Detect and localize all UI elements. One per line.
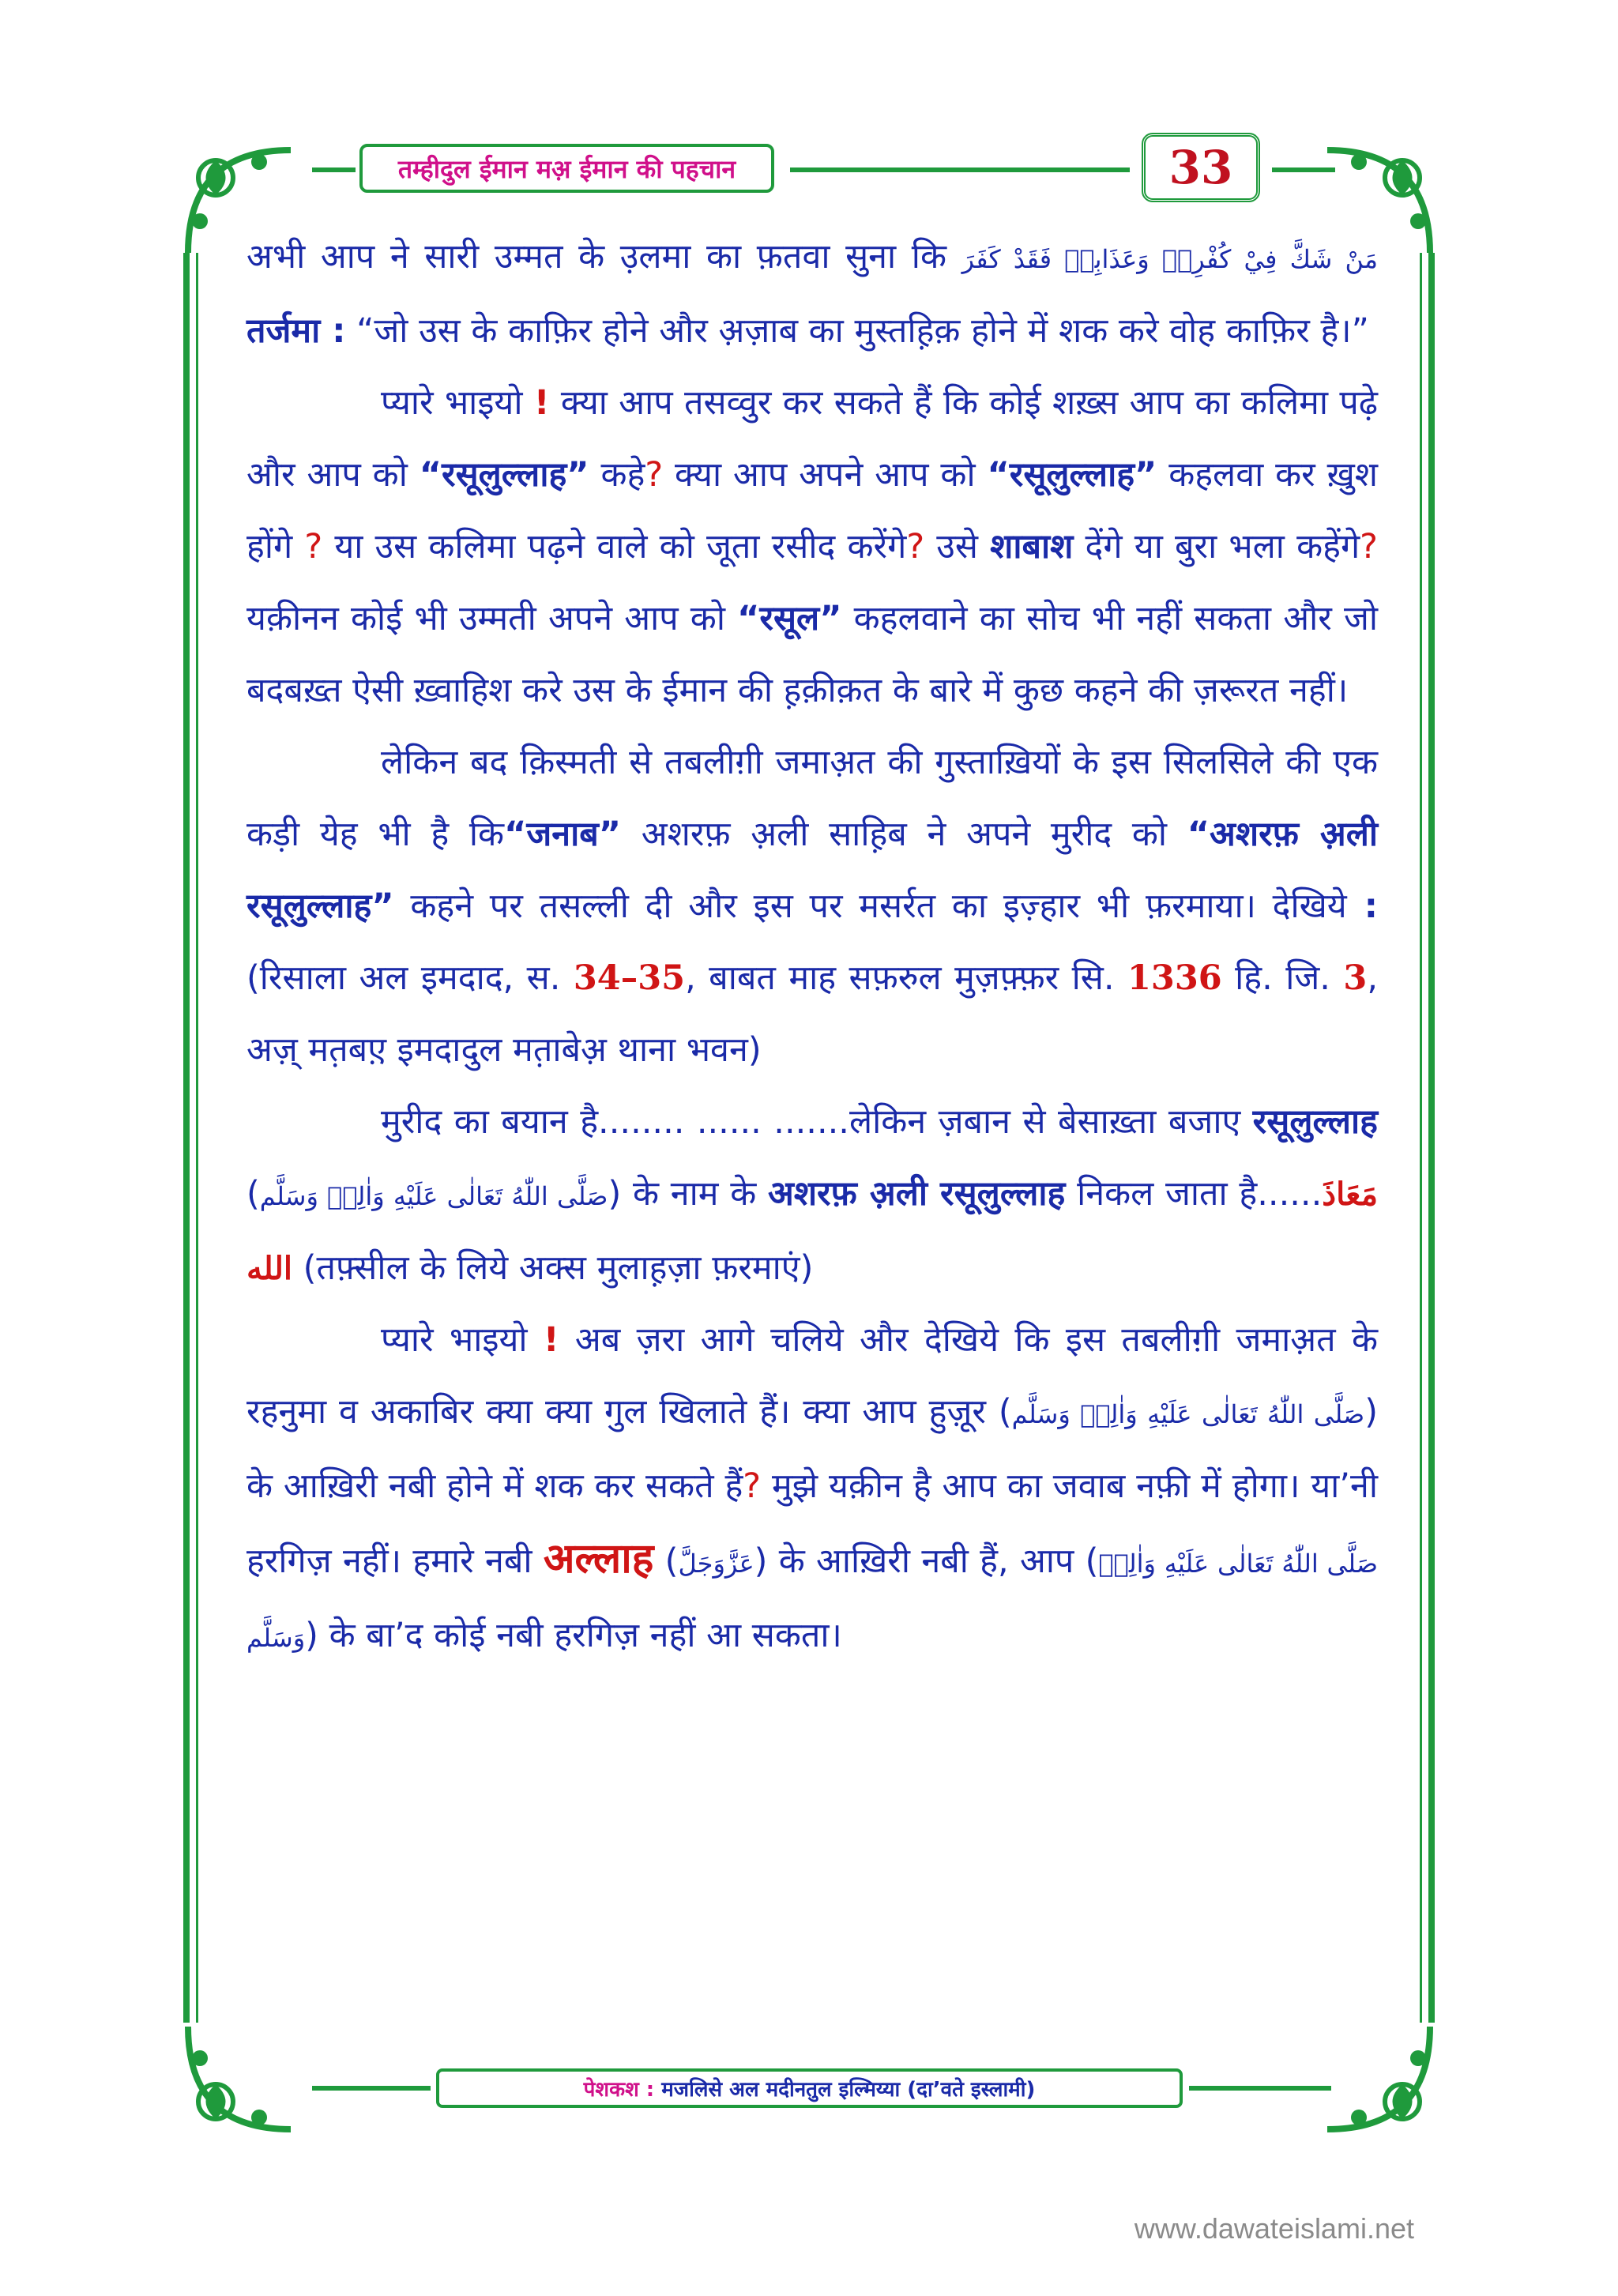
question-mark: ?: [304, 527, 323, 566]
p3-text: अशरफ़ अ़ली साह़िब ने अपने मुरीद को: [621, 815, 1187, 854]
question-mark: ?: [1360, 527, 1378, 566]
maazallah-text: مَعَاذَ الله: [246, 1176, 1378, 1287]
corner-ornament-bottom-right: [1319, 2019, 1438, 2137]
p3-text: हि. जि.: [1221, 958, 1344, 998]
frame-right-line: [1428, 253, 1435, 2023]
page-body: [246, 221, 1378, 1674]
p2-text: उसे: [924, 527, 991, 566]
p4-text: ) के नाम के: [608, 1174, 768, 1214]
website-url: www.dawateislami.net: [1134, 2212, 1414, 2245]
exclamation-mark: !: [543, 1320, 559, 1360]
paragraph-4: [246, 1086, 1378, 1304]
p1-line1: अभी आप ने सारी उम्मत के उ़लमा का फ़तवा सुना कि: [246, 237, 946, 277]
p2-text: क्या आप अपने आप को: [663, 455, 988, 495]
reference-number: 1336: [1127, 958, 1222, 998]
footer-text: मजलिसे अल मदीनतुल इल्मिय्या (दा’वते इस्लामी): [654, 2078, 1036, 2102]
p4-text: निकल जाता है......: [1065, 1174, 1323, 1214]
p2-text: या उस कलिमा पढ़ने वाले को जूता रसीद करेंगे: [322, 527, 907, 566]
emphasis-ashraf-ali: अशरफ़ अ़ली रसूलुल्लाह: [767, 1174, 1066, 1214]
reference-number: 34–35: [573, 958, 686, 998]
p2-text: कहलवाने का सोच भी नहीं सकता और जो बदबख़्त ऐसी ख़्वाहिश करे उस के ईमान की ह़क़ीक़त के बारे में कुछ कहने की ज़रूरत नहीं।: [246, 599, 1379, 710]
footer-publisher: [436, 2068, 1183, 2108]
p5-text: ) के बा’द कोई नबी हरगिज़ नहीं आ सकता।: [305, 1616, 842, 1655]
azzawajal-text: عَزَّوَجَلَّ: [678, 1549, 754, 1579]
paragraph-5: [246, 1304, 1378, 1674]
p5-text: (: [653, 1541, 679, 1581]
emphasis-rasoolullah: रसूलुल्लाह: [1252, 1102, 1378, 1142]
p3-text: , अज़् मत़बए़ इमदादुल मत़ाबेअ़ थाना भवन): [246, 958, 1379, 1070]
salawat-text: صَلَّى اللّٰهُ تَعَالٰى عَلَيْهِ وَاٰلِهٖ وَسَلَّم: [1011, 1399, 1365, 1429]
emphasis-rasoolullah: “रसूलुल्लाह”: [987, 455, 1157, 495]
frame-left-line: [183, 253, 190, 2023]
emphasis-ashraf-ali: “अशरफ़ अ़ली रसूलुल्लाह”: [246, 815, 1378, 926]
footer-label: पेशकश :: [583, 2078, 655, 2102]
frame-bottom-line-right: [1189, 2086, 1331, 2091]
frame-top-line-left: [312, 167, 356, 172]
p3-text: (रिसाला अल इमदाद, स.: [246, 958, 574, 998]
p2-text: देंगे या बुरा भला कहेंगे: [1073, 527, 1360, 566]
emphasis-rasool: “रसूल”: [737, 599, 842, 638]
p5-text: मुझे यक़ीन है आप का जवाब नफ़ी में होगा। या’नी हरगिज़ नहीं। हमारे नबी: [246, 1466, 1378, 1581]
p4-text: (: [246, 1174, 260, 1214]
colon: :: [1346, 886, 1378, 926]
frame-left-inner-line: [196, 253, 198, 2023]
p3-text: लेकिन बद क़िस्मती से तबलीग़ी जमाअ़त की गुस्ताख़ियों के इस सिलसिले की एक कड़ी येह भी है कि: [246, 743, 1378, 854]
p2-text: कहे: [589, 455, 645, 495]
question-mark: ?: [743, 1466, 762, 1506]
question-mark: ?: [906, 527, 925, 566]
frame-bottom-line-left: [312, 2086, 431, 2091]
frame-right-inner-line: [1420, 253, 1422, 2023]
p3-text: , बाबत माह सफ़रुल मुज़फ़्फ़र सि.: [685, 958, 1128, 998]
paragraph-2: [246, 367, 1378, 727]
p5-text: ) के आख़िरी नबी होने में शक कर सकते हैं: [246, 1392, 1378, 1506]
p4-text: (तफ़्सील के लिये अक्स मुलाह़ज़ा फ़रमाएं): [292, 1248, 814, 1288]
emphasis-rasoolullah: “रसूलुल्लाह”: [419, 455, 589, 495]
page-number: 33: [1142, 133, 1260, 202]
p2-text: कहलवा कर ख़ुश होंगे: [246, 455, 1379, 566]
question-mark: ?: [645, 455, 664, 495]
salawat-text: صَلَّى اللّٰهُ تَعَالٰى عَلَيْهِ وَاٰلِهٖ وَسَلَّم: [246, 1549, 1378, 1653]
paragraph-1: [246, 221, 1378, 367]
p4-text: मुरीद का बयान है........ ...... .......लेकिन ज़बान से बेसाख़्ता बजाए: [381, 1102, 1253, 1142]
frame-top-line: [790, 167, 1130, 172]
corner-ornament-bottom-left: [180, 2019, 299, 2137]
emphasis-janab: “जनाब”: [504, 815, 622, 854]
p2-text: यक़ीनन कोई भी उम्मती अपने आप को: [246, 599, 738, 638]
p5-text: ) के आख़िरी नबी हैं, आप (: [754, 1541, 1099, 1581]
p2-text: प्यारे भाइयो: [381, 383, 523, 423]
p2-text: क्या आप तसव्वुर कर सकते हैं कि कोई शख़्स आप का कलिमा पढ़े और आप को: [246, 383, 1378, 495]
arabic-quote: مَنْ شَكَّ فِيْ كُفْرِهٖ وَعَذَابِهٖ فَقَدْ كَفَرَ: [961, 244, 1379, 274]
tarjama-label: तर्जमा :: [246, 311, 346, 351]
p3-text: कहने पर तसल्ली दी और इस पर मसर्रत का इज़्हार भी फ़रमाया। देखिये: [393, 886, 1347, 926]
p5-text: अब ज़रा आगे चलिये और देखिये कि इस तबलीग़ी जमाअ़त के रहनुमा व अकाबिर क्या क्या गुल खिलाते हैं। क्या आप हुज़ूर (: [246, 1320, 1378, 1432]
emphasis-shabash: शाबाश: [990, 527, 1074, 566]
exclamation-mark: !: [533, 383, 550, 423]
book-title: तम्हीदुल ईमान मअ़ ईमान की पहचान: [359, 144, 774, 193]
reference-number: 3: [1343, 958, 1368, 998]
p5-text: प्यारे भाइयो: [381, 1320, 528, 1360]
tarjama-text: “जो उस के काफ़िर होने और अ़ज़ाब का मुस्तह़िक़ होने में शक करे वोह काफ़िर है।”: [356, 311, 1369, 351]
paragraph-3: [246, 727, 1378, 1086]
allah-calligraphy: अल्लाह: [543, 1534, 654, 1583]
salawat-text: صَلَّى اللّٰهُ تَعَالٰى عَلَيْهِ وَاٰلِهٖ وَسَلَّم: [259, 1181, 608, 1211]
